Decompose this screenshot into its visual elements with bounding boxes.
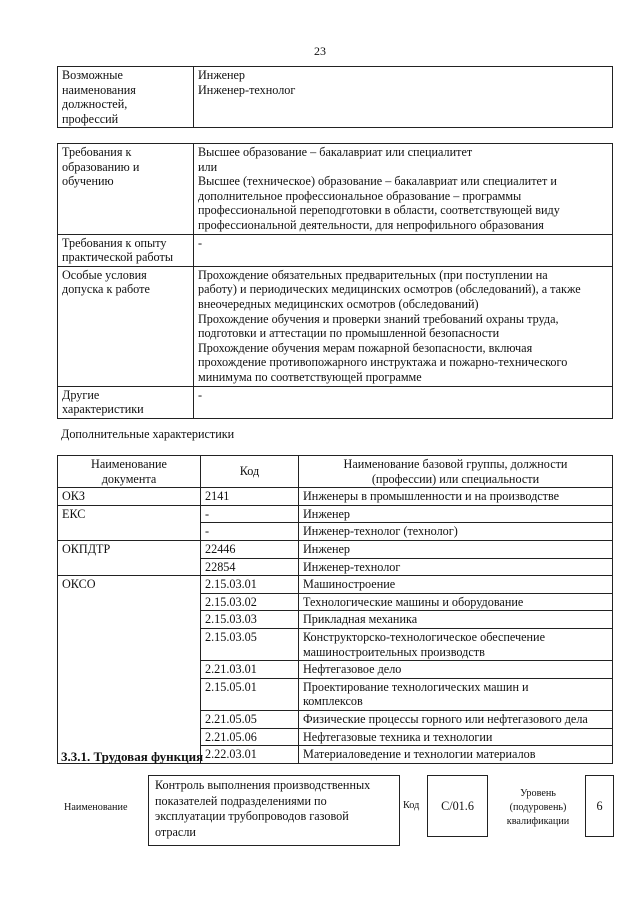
education-row: [58, 144, 613, 235]
code-cell: 2.15.03.02: [201, 593, 299, 611]
level-box: [585, 775, 614, 837]
document-cell: [58, 710, 201, 728]
code-cell: -: [201, 505, 299, 523]
requirement-value-line: профессиональной переподготовки в области, соответствующей виду: [198, 203, 560, 218]
positions-label-cell: [58, 67, 194, 128]
name-line: комплексов: [303, 694, 363, 709]
requirement-label-line: практической работы: [62, 250, 174, 265]
name-label: Наименование: [64, 802, 128, 813]
name-cell: [299, 488, 613, 506]
positions-value-cell: [194, 67, 613, 128]
header-document-line: Наименование: [91, 457, 167, 471]
table-row: [58, 505, 613, 523]
header-name-line: Наименование базовой группы, должности: [343, 457, 568, 471]
document-cell: [58, 728, 201, 746]
level-label-line: (подуровень): [509, 802, 567, 813]
table-row: [58, 488, 613, 506]
header-name-line: (профессии) или специальности: [371, 471, 540, 486]
name-cell: [299, 523, 613, 541]
requirement-value-line: Высшее (техническое) образование – бакалавриат или специалитет и: [198, 174, 557, 189]
experience-label-cell: [58, 234, 194, 266]
document-cell: ОКПДТР: [58, 540, 201, 558]
function-name-line: эксплуатации трубопроводов газовой: [155, 809, 349, 823]
table-row: [58, 678, 613, 710]
code-cell: 2.15.03.03: [201, 611, 299, 629]
header-code: Код: [201, 456, 299, 488]
document-cell: ОКЗ: [58, 488, 201, 506]
requirement-label-line: Особые условия: [62, 267, 147, 282]
header-document: [58, 456, 201, 488]
admission-row: [58, 266, 613, 386]
requirement-value-line: дополнительное профессиональное образование – программы: [198, 188, 522, 203]
admission-value-cell: [194, 266, 613, 386]
name-line: Прикладная механика: [303, 612, 418, 627]
positions-label-line: наименования: [62, 82, 136, 97]
additional-heading: Дополнительные характеристики: [61, 427, 235, 441]
position-name: Инженер-технолог: [198, 82, 296, 97]
name-line: Материаловедение и технологии материалов: [303, 747, 536, 762]
requirement-label-line: допуска к работе: [62, 282, 150, 297]
requirement-value-line: Прохождение обязательных предварительных (при поступлении на: [198, 267, 548, 282]
name-cell: [299, 746, 613, 764]
labor-function-heading: 3.3.1. Трудовая функция: [61, 749, 204, 764]
requirement-value-line: минимума по соответствующей программе: [198, 369, 422, 384]
table-row: [58, 558, 613, 576]
requirements-table: [57, 143, 613, 419]
code-cell: 2.22.03.01: [201, 746, 299, 764]
requirement-value-line: Высшее образование – бакалавриат или специалитет: [198, 145, 473, 159]
table-row: [58, 661, 613, 679]
document-cell: [58, 628, 201, 660]
document-cell: [58, 593, 201, 611]
code-cell: 22854: [201, 558, 299, 576]
requirement-value-line: -: [198, 387, 203, 402]
positions-table: [57, 66, 613, 128]
function-name-box: [148, 775, 400, 846]
positions-row: [58, 67, 613, 128]
function-name-line: показателей подразделениями по: [155, 793, 327, 808]
admission-label-cell: [58, 266, 194, 386]
document-cell: ЕКС: [58, 505, 201, 523]
name-cell: [299, 611, 613, 629]
document-cell: [58, 678, 201, 710]
code-cell: 2.15.03.05: [201, 628, 299, 660]
positions-label-line: должностей,: [62, 97, 128, 112]
additional-table: [57, 455, 613, 764]
table-row: [58, 576, 613, 594]
code-cell: -: [201, 523, 299, 541]
name-line: Машиностроение: [303, 577, 396, 592]
name-line: Технологические машины и оборудование: [303, 594, 524, 609]
code-cell: 2.21.05.06: [201, 728, 299, 746]
positions-label-line: профессий: [62, 111, 119, 126]
name-cell: [299, 540, 613, 558]
document-cell: ОКСО: [58, 576, 201, 594]
name-line: Проектирование технологических машин и: [303, 679, 529, 694]
name-line: машиностроительных производств: [303, 644, 485, 659]
name-line: Нефтегазовые техника и технологии: [303, 729, 493, 744]
level-label-line: Уровень: [520, 788, 556, 799]
header-name: [299, 456, 613, 488]
other-label-cell: [58, 386, 194, 418]
document-cell: [58, 661, 201, 679]
name-cell: [299, 576, 613, 594]
requirement-value-line: работу) и периодических медицинских осмотров (обследований), а также: [198, 282, 581, 297]
table-row: [58, 628, 613, 660]
function-name-line: Контроль выполнения производственных: [155, 778, 371, 792]
requirement-value-line: подготовки и аттестации по промышленной безопасности: [198, 326, 500, 341]
name-cell: [299, 678, 613, 710]
other-value-cell: [194, 386, 613, 418]
code-cell: 2.21.05.05: [201, 710, 299, 728]
code-cell: 2.15.05.01: [201, 678, 299, 710]
table-row: [58, 710, 613, 728]
code-cell: 2141: [201, 488, 299, 506]
name-line: Инженер: [303, 506, 351, 521]
name-line: Инженер-технолог: [303, 559, 401, 574]
name-cell: [299, 558, 613, 576]
name-cell: [299, 728, 613, 746]
requirement-value-line: внеочередных медицинских осмотров (обследований): [198, 296, 479, 311]
requirement-value-line: прохождение противопожарного инструктажа и пожарно-технического: [198, 355, 568, 370]
name-cell: [299, 710, 613, 728]
requirement-label-line: Другие: [62, 387, 100, 402]
name-line: Инженеры в промышленности и на производстве: [303, 489, 560, 504]
table-row: [58, 540, 613, 558]
table-row: [58, 728, 613, 746]
other-row: [58, 386, 613, 418]
name-cell: [299, 505, 613, 523]
document-cell: [58, 558, 201, 576]
code-box: [427, 775, 488, 837]
name-cell: [299, 661, 613, 679]
requirement-value-line: Прохождение обучения мерам пожарной безопасности, включая: [198, 340, 533, 355]
name-cell: [299, 628, 613, 660]
requirement-value-line: профессиональной деятельности, для непрофильного образования: [198, 217, 544, 232]
requirement-value-line: Прохождение обучения и проверки знаний требований охраны труда,: [198, 311, 559, 326]
name-line: Нефтегазовое дело: [303, 662, 402, 677]
requirement-label-line: Требования к опыту: [62, 235, 167, 250]
experience-value-cell: [194, 234, 613, 266]
position-name: Инженер: [198, 68, 246, 82]
name-line: Физические процессы горного или нефтегазового дела: [303, 711, 588, 726]
level-label: [495, 787, 581, 829]
code-cell: 22446: [201, 540, 299, 558]
function-code: C/01.6: [441, 798, 474, 813]
level-label-line: квалификации: [506, 816, 570, 827]
name-line: Инженер-технолог (технолог): [303, 524, 458, 539]
requirement-label-line: образованию и: [62, 159, 140, 174]
positions-label-line: Возможные: [62, 68, 123, 82]
name-cell: [299, 593, 613, 611]
education-value-cell: [194, 144, 613, 235]
requirement-label-line: Требования к: [62, 145, 132, 159]
requirement-value-line: или: [198, 159, 218, 174]
name-line: Конструкторско-технологическое обеспечение: [303, 629, 545, 644]
table-row: [58, 611, 613, 629]
page-number: 23: [314, 44, 326, 58]
requirement-label-line: обучению: [62, 174, 114, 189]
requirement-value-line: -: [198, 235, 203, 250]
requirement-label-line: характеристики: [62, 402, 144, 417]
qualification-level: 6: [596, 798, 603, 813]
header-document-line: документа: [101, 471, 157, 486]
function-name-line: отрасли: [155, 824, 196, 839]
table-row: [58, 523, 613, 541]
name-line: Инженер: [303, 541, 351, 556]
table-row: [58, 593, 613, 611]
code-cell: 2.15.03.01: [201, 576, 299, 594]
education-label-cell: [58, 144, 194, 235]
experience-row: [58, 234, 613, 266]
code-label: Код: [403, 800, 420, 811]
code-cell: 2.21.03.01: [201, 661, 299, 679]
additional-header-row: [58, 456, 613, 488]
document-cell: [58, 523, 201, 541]
document-cell: [58, 611, 201, 629]
